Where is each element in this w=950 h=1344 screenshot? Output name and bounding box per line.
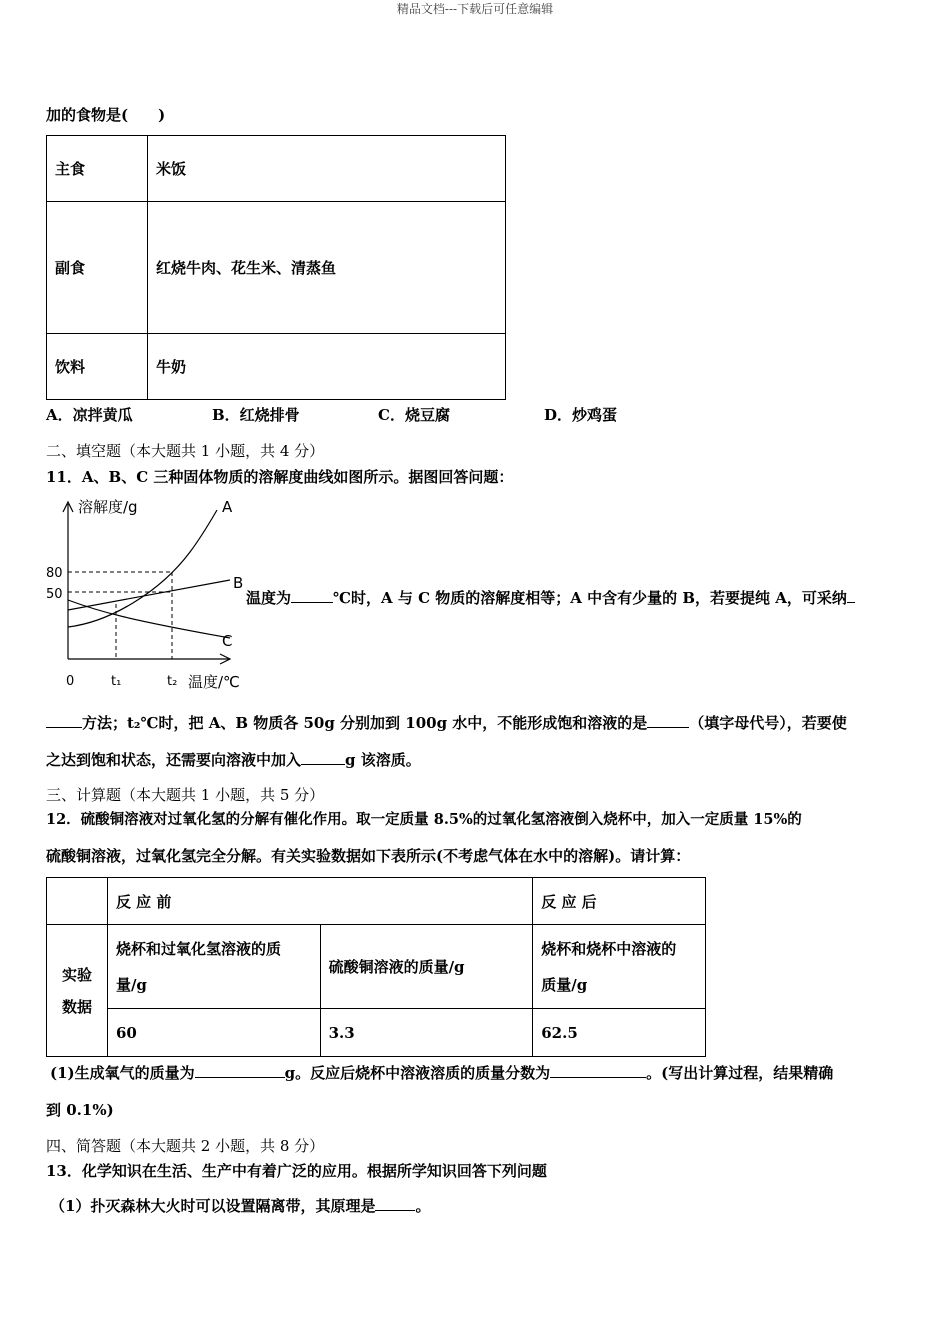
page-header: 精品文档---下载后可任意编辑: [396, 2, 554, 16]
q12-sub1-cont: 到 0.1%): [46, 1101, 114, 1119]
row-label-line1: 实验: [61, 965, 92, 984]
q12-text: 。(写出计算过程，结果精确: [646, 1064, 834, 1082]
value-cell-1: 60: [107, 1009, 320, 1057]
option-b: B．红烧排骨: [212, 406, 300, 424]
answer-blank[interactable]: [46, 713, 82, 728]
col-header-1-line1: 烧杯和过氧化氢溶液的质: [115, 939, 281, 958]
row-label: [47, 925, 108, 1057]
answer-blank[interactable]: [291, 588, 333, 603]
food-items: 牛奶: [148, 334, 506, 400]
solubility-chart: [40, 492, 250, 692]
answer-blank[interactable]: [550, 1063, 646, 1078]
q13-text: 。: [415, 1197, 431, 1215]
col-header-2: 硫酸铜溶液的质量/g: [320, 925, 533, 1009]
answer-blank[interactable]: [375, 1196, 415, 1211]
series-label-a: A: [222, 498, 233, 516]
x-tick-t1: t₁: [111, 674, 122, 689]
col-header-1: [107, 925, 320, 1009]
value-cell-3: 62.5: [533, 1009, 706, 1057]
empty-cell: [47, 878, 108, 925]
food-items: 米饭: [148, 136, 506, 202]
food-category: 副食: [47, 202, 148, 334]
y-tick-50: 50: [46, 587, 63, 602]
food-category: 主食: [47, 136, 148, 202]
col-header-3: [533, 925, 706, 1009]
q10-options: [46, 404, 617, 425]
food-table: [46, 135, 506, 400]
header-after: 反 应 后: [533, 878, 706, 925]
x-tick-t2: t₂: [167, 674, 178, 689]
q12-text: (1)生成氧气的质量为: [50, 1064, 195, 1082]
answer-blank[interactable]: [301, 750, 345, 765]
q11-line2: [46, 712, 847, 733]
answer-blank[interactable]: [847, 588, 855, 603]
series-label-b: B: [233, 574, 244, 592]
food-category: 饮料: [47, 334, 148, 400]
q11-text: ℃时，A 与 C 物质的溶解度相等；A 中含有少量的 B，若要提纯 A，可采纳: [333, 589, 847, 607]
section-3-title: 三、计算题（本大题共 1 小题，共 5 分）: [46, 786, 325, 804]
value-cell-2: 3.3: [320, 1009, 533, 1057]
food-items: 红烧牛肉、花生米、清蒸鱼: [148, 202, 506, 334]
q12-line2: 硫酸铜溶液，过氧化氢完全分解。有关实验数据如下表所示(不考虑气体在水中的溶解)。请计算：: [46, 847, 691, 865]
series-label-c: C: [222, 632, 233, 650]
q10-tail: 加的食物是( ): [46, 106, 166, 124]
q11-text: 方法；t₂℃时，把 A、B 物质各 50g 分别加到 100g 水中，不能形成饱和溶液的是: [82, 714, 648, 732]
header-before: 反 应 前: [107, 878, 532, 925]
q12-line1: 12．硫酸铜溶液对过氧化氢的分解有催化作用。取一定质量 8.5%的过氧化氢溶液倒入烧杯中，加入一定质量 15%的: [46, 811, 802, 828]
row-label-line2: 数据: [61, 997, 92, 1016]
q11-stem: 11．A、B、C 三种固体物质的溶解度曲线如图所示。据图回答问题：: [46, 468, 514, 486]
option-c: C．烧豆腐: [378, 406, 450, 424]
col-header-3-line2: 质量/g: [541, 975, 588, 994]
q13-stem: 13．化学知识在生活、生产中有着广泛的应用。根据所学知识回答下列问题: [46, 1162, 547, 1180]
curve-a: [68, 510, 217, 627]
section-2-title: 二、填空题（本大题共 1 小题，共 4 分）: [46, 442, 325, 460]
y-axis-label: 溶解度/g: [78, 498, 138, 516]
q11-text: g 该溶质。: [345, 751, 421, 769]
q11-text: （填字母代号），若要使: [689, 714, 847, 732]
q11-text: 温度为: [246, 589, 292, 607]
q12-text: g。反应后烧杯中溶液溶质的质量分数为: [284, 1064, 551, 1082]
q11-line1: [246, 587, 855, 608]
x-tick-0: 0: [66, 674, 75, 689]
answer-blank[interactable]: [647, 713, 689, 728]
section-4-title: 四、简答题（本大题共 2 小题，共 8 分）: [46, 1137, 325, 1155]
curve-b: [68, 580, 230, 610]
option-a: A．凉拌黄瓜: [46, 406, 133, 424]
x-axis-label: 温度/℃: [188, 673, 240, 691]
q11-line3: [46, 749, 421, 770]
option-d: D．炒鸡蛋: [544, 406, 618, 424]
col-header-1-line2: 量/g: [115, 975, 147, 994]
q11-text: 之达到饱和状态，还需要向溶液中加入: [46, 751, 302, 769]
y-tick-80: 80: [46, 566, 63, 581]
q13-text: （1）扑灭森林大火时可以设置隔离带，其原理是: [50, 1197, 376, 1215]
q12-sub1: [50, 1062, 833, 1083]
q13-sub1: [50, 1195, 430, 1216]
col-header-3-line1: 烧杯和烧杯中溶液的: [541, 939, 677, 958]
answer-blank[interactable]: [195, 1063, 285, 1078]
experiment-table: [46, 877, 706, 1057]
